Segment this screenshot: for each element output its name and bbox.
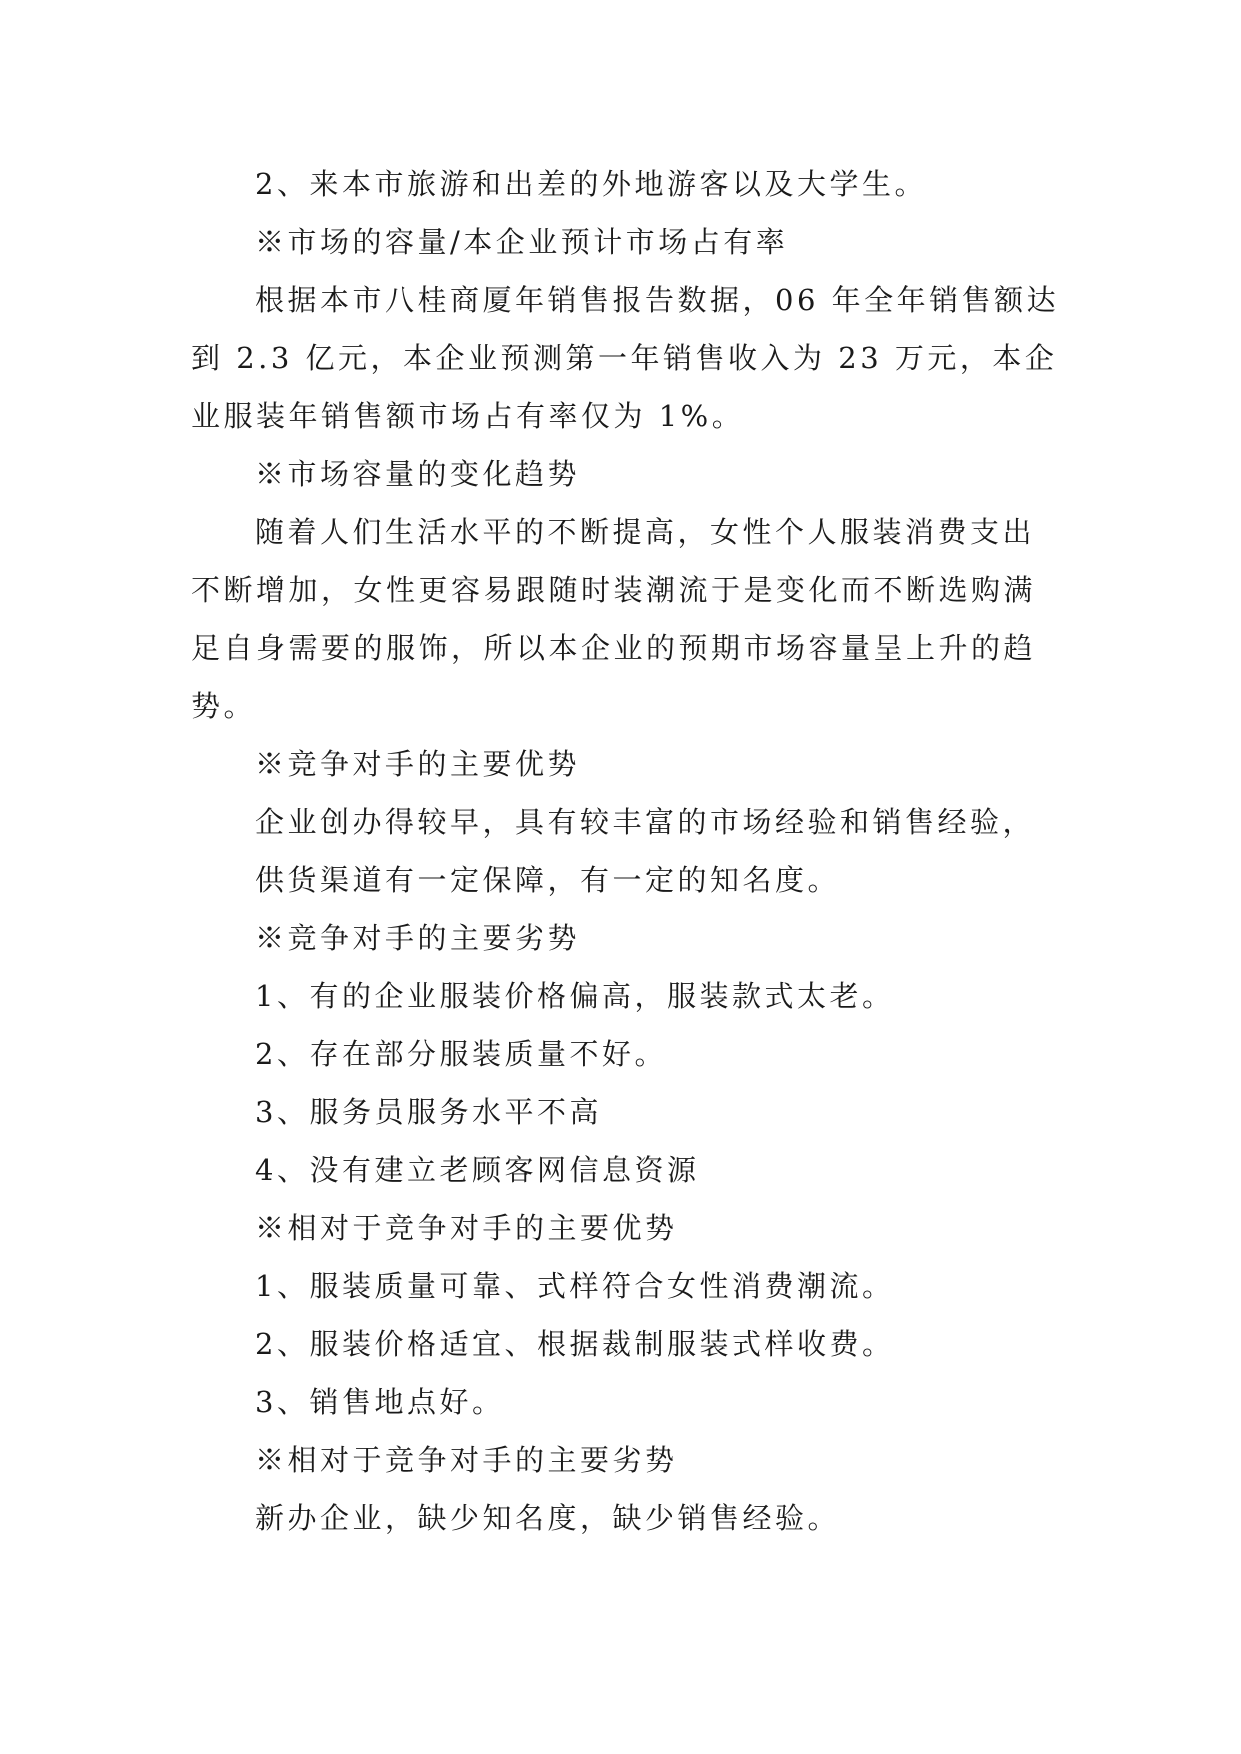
paragraph-line: 新办企业，缺少知名度，缺少销售经验。: [255, 1501, 841, 1535]
section-heading: ※市场的容量/本企业预计市场占有率: [255, 225, 789, 259]
list-item: 1、有的企业服装价格偏高，服装款式太老。: [255, 979, 895, 1013]
document-body: [191, 155, 1061, 1547]
paragraph-line: 到 2.3 亿元，本企业预测第一年销售收入为 23 万元，本企: [191, 341, 1058, 375]
section-heading: ※市场容量的变化趋势: [255, 457, 581, 491]
paragraph-line: 供货渠道有一定保障，有一定的知名度。: [255, 863, 841, 897]
paragraph-line: 业服装年销售额市场占有率仅为 1%。: [191, 399, 745, 433]
paragraph-line: 随着人们生活水平的不断提高，女性个人服装消费支出: [255, 515, 1036, 549]
list-item: 2、存在部分服装质量不好。: [255, 1037, 667, 1071]
section-heading: ※竞争对手的主要劣势: [255, 921, 581, 955]
paragraph-line: 企业创办得较早，具有较丰富的市场经验和销售经验，: [255, 805, 1036, 839]
list-item: 4、没有建立老顾客网信息资源: [255, 1153, 700, 1187]
list-item: 3、服务员服务水平不高: [255, 1095, 602, 1129]
paragraph-line: 不断增加，女性更容易跟随时装潮流于是变化而不断选购满: [191, 573, 1037, 607]
section-heading: ※相对于竞争对手的主要优势: [255, 1211, 678, 1245]
list-item: 3、销售地点好。: [255, 1385, 505, 1419]
list-item: 2、服装价格适宜、根据裁制服装式样收费。: [255, 1327, 895, 1361]
list-item: 2、来本市旅游和出差的外地游客以及大学生。: [255, 167, 927, 201]
section-heading: ※相对于竞争对手的主要劣势: [255, 1443, 678, 1477]
paragraph-line: 根据本市八桂商厦年销售报告数据，06 年全年销售额达: [255, 283, 1060, 317]
paragraph-line: 足自身需要的服饰，所以本企业的预期市场容量呈上升的趋: [191, 631, 1037, 665]
list-item: 1、服装质量可靠、式样符合女性消费潮流。: [255, 1269, 895, 1303]
paragraph-line: 势。: [191, 689, 257, 723]
section-heading: ※竞争对手的主要优势: [255, 747, 581, 781]
